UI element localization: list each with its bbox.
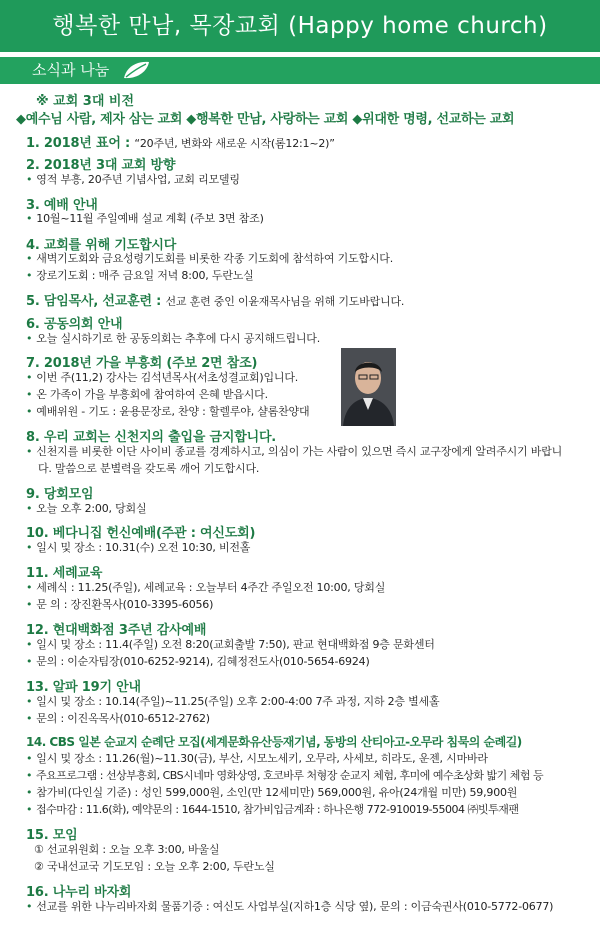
list-item: • 신천지를 비롯한 이단 사이비 종교를 경계하시고, 의심이 가는 사람이 있으면 즉시 교구장에게 알려주시기 바랍니 <box>26 445 563 458</box>
bullet: • <box>26 803 32 816</box>
section-7-title: 7. 2018년 가을 부흥회 (주보 2면 참조) <box>26 356 258 371</box>
list-item: • 일시 및 장소 : 10.31(수) 오전 10:30, 비전홀 <box>26 541 251 554</box>
list-item: • 문의 : 이순자팀장(010-6252-9214), 김혜정전도사(010-5654-6924) <box>26 655 370 668</box>
section-8-title: 8. 우리 교회는 신천지의 출입을 금지합니다. <box>26 430 277 445</box>
bullet: • <box>26 212 33 225</box>
page-title: 행복한 만남, 목장교회 (Happy home church) <box>52 13 548 39</box>
bullet: • <box>26 405 33 418</box>
section-title: 1. 2018년 표어 : <box>26 136 131 151</box>
list-item: • 온 가족이 가을 부흥회에 참여하여 은혜 받읍시다. <box>26 388 268 401</box>
speaker-photo-icon <box>341 348 396 426</box>
list-item: • 10월~11월 주일예배 설교 계획 (주보 3면 참조) <box>26 212 264 225</box>
list-item: • 예배위원 - 기도 : 윤용문장로, 찬양 : 할렐루야, 샬롬찬양대 <box>26 405 310 418</box>
section-14-title: 14. CBS 일본 순교지 순례단 모집(세계문화유산등재기념, 동방의 산티아고-오무라 침묵의 순례길) <box>26 735 522 749</box>
section-9-title: 9. 당회모임 <box>26 487 94 502</box>
list-item: • 일시 및 장소 : 11.26(월)~11.30(금), 부산, 시모노세키, 오무라, 사세보, 히라도, 운젠, 시마바라 <box>26 752 488 765</box>
section-15-title: 15. 모임 <box>26 828 78 843</box>
bullet: • <box>26 655 33 668</box>
bullet: • <box>26 541 33 554</box>
bullet: • <box>26 371 33 384</box>
bullet: • <box>26 502 33 515</box>
section-13-title: 13. 알파 19기 안내 <box>26 680 141 695</box>
bullet: • <box>26 252 33 265</box>
section-4-title: 4. 교회를 위해 기도합시다 <box>26 238 177 253</box>
list-item: ② 국내선교국 기도모임 : 오늘 오후 2:00, 두란노실 <box>34 860 275 873</box>
list-item: • 문 의 : 장진환목사(010-3395-6056) <box>26 598 214 611</box>
band-label: 소식과 나눔 <box>32 61 110 79</box>
list-item: • 주요프로그램 : 선상부흥회, CBS시네마 영화상영, 호코바루 처형장 순교지 체험, 후미에 예수초상화 밟기 체험 등 <box>26 769 544 782</box>
list-item: • 새벽기도회와 금요성령기도회를 비롯한 각종 기도회에 참석하여 기도합시다. <box>26 252 394 265</box>
bullet: • <box>26 388 33 401</box>
bullet: • <box>26 769 32 782</box>
list-item: • 일시 및 장소 : 10.14(주일)~11.25(주일) 오후 2:00-4:00 7주 과정, 지하 2층 별세홀 <box>26 695 440 708</box>
section-16-title: 16. 나누리 바자회 <box>26 885 132 900</box>
list-item: • 이번 주(11,2) 강사는 김석년목사(서초성결교회)입니다. <box>26 371 299 384</box>
page-header <box>0 0 600 52</box>
list-item: • 오늘 오후 2:00, 당회실 <box>26 502 147 515</box>
bullet: • <box>26 638 33 651</box>
bullet: • <box>26 598 33 611</box>
section-2-title: 2. 2018년 3대 교회 방향 <box>26 158 176 173</box>
section-5 <box>26 290 404 309</box>
section-text: “20주년, 변화와 새로운 시작(롬12:1~2)” <box>134 137 335 150</box>
list-item: • 선교를 위한 나누리바자회 물품기증 : 여신도 사업부실(지하1층 식당 옆), 문의 : 이금숙권사(010-5772-0677) <box>26 900 554 913</box>
speaker-photo <box>341 348 396 426</box>
list-item: • 참가비(다인실 기준) : 성인 599,000원, 소인(만 12세미만) 569,000원, 유아(24개월 미만) 59,900원 <box>26 786 518 799</box>
section-11-title: 11. 세례교육 <box>26 566 103 581</box>
section-band <box>0 57 600 84</box>
list-item: • 장로기도회 : 매주 금요일 저녁 8:00, 두란노실 <box>26 269 254 282</box>
section-6-title: 6. 공동의회 안내 <box>26 317 123 332</box>
bullet: • <box>26 269 33 282</box>
list-item: • 오늘 실시하기로 한 공동의회는 추후에 다시 공지해드립니다. <box>26 332 321 345</box>
list-item: • 문의 : 이진옥목사(010-6512-2762) <box>26 712 210 725</box>
list-item: ① 선교위원회 : 오늘 오후 3:00, 바울실 <box>34 843 220 856</box>
bullet: • <box>26 712 33 725</box>
section-text: 선교 훈련 중인 이윤재목사님을 위해 기도바랍니다. <box>165 295 405 308</box>
list-item: • 일시 및 장소 : 11.4(주일) 오전 8:20(교회출발 7:50), 판교 현대백화점 9층 문화센터 <box>26 638 435 651</box>
list-item: • 세례식 : 11.25(주일), 세례교육 : 오늘부터 4주간 주일오전 10:00, 당회실 <box>26 581 386 594</box>
bullet: • <box>26 173 33 186</box>
section-title: 5. 담임목사, 선교훈련 : <box>26 294 162 309</box>
list-item-continued: 다. 말씀으로 분별력을 갖도록 깨어 기도합시다. <box>38 462 260 475</box>
bullet: • <box>26 695 33 708</box>
bullet: • <box>26 786 33 799</box>
section-3-title: 3. 예배 안내 <box>26 198 98 213</box>
vision-line: ◆예수님 사람, 제자 삼는 교회 ◆행복한 만남, 사랑하는 교회 ◆위대한 명령, 선교하는 교회 <box>16 112 515 127</box>
list-item: • 영적 부흥, 20주년 기념사업, 교회 리모델링 <box>26 173 240 186</box>
list-item: • 접수마감 : 11.6(화), 예약문의 : 1644-1510, 참가비입금계좌 : 하나은행 772-910019-55004 ㈜빗투재팬 <box>26 803 519 816</box>
bullet: • <box>26 445 33 458</box>
section-12-title: 12. 현대백화점 3주년 감사예배 <box>26 623 207 638</box>
bullet: • <box>26 900 33 913</box>
bullet: • <box>26 581 33 594</box>
bullet: • <box>26 752 33 765</box>
bullet: • <box>26 332 33 345</box>
vision-title: ※ 교회 3대 비전 <box>36 94 135 109</box>
section-10-title: 10. 베다니집 헌신예배(주관 : 여신도회) <box>26 526 256 541</box>
leaf-icon <box>121 59 151 81</box>
section-1 <box>26 132 335 151</box>
